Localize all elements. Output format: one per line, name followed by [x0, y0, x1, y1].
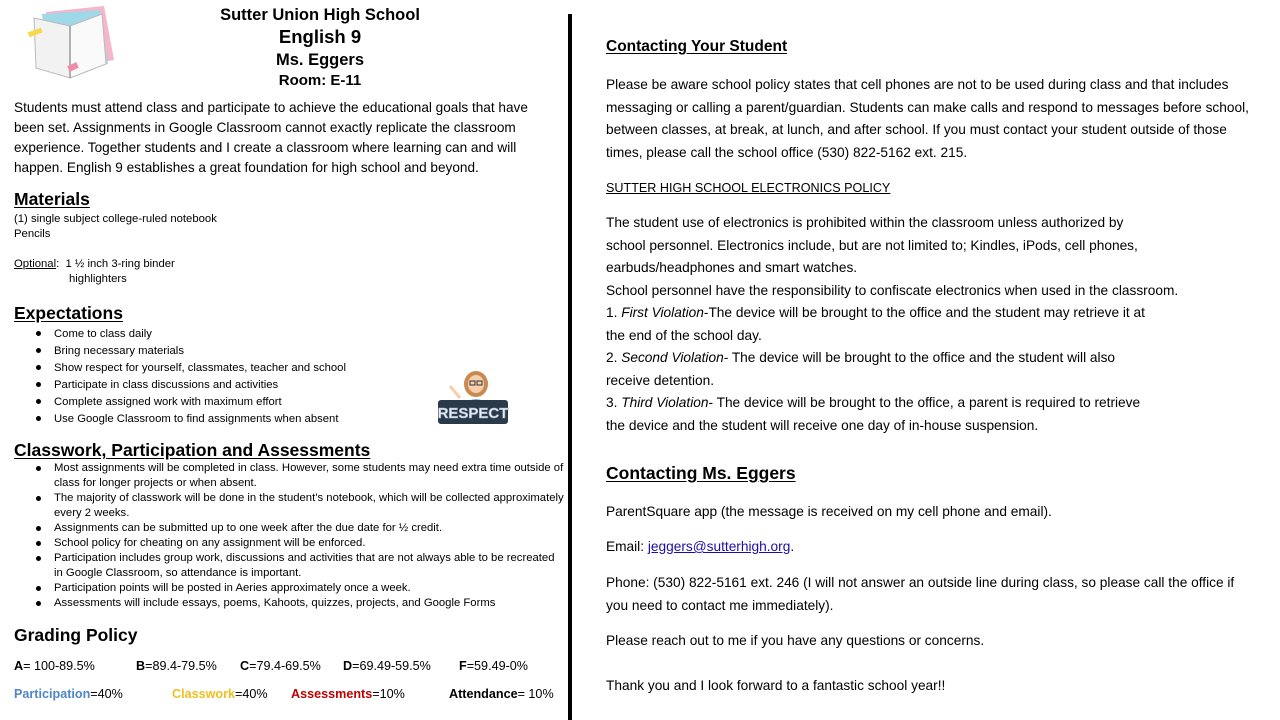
violation-1-cont: the end of the school day.: [606, 327, 762, 343]
policy-line: The student use of electronics is prohibited within the classroom unless authorized by: [606, 215, 1124, 230]
electronics-policy-heading: SUTTER HIGH SCHOOL ELECTRONICS POLICY: [606, 181, 891, 195]
materials-item: (1) single subject college-ruled notebook: [14, 213, 217, 225]
questions-text: Please reach out to me if you have any questions or concerns.: [606, 633, 985, 648]
notebook-icon: [24, 4, 116, 82]
weight-assessments: Assessments=10%: [291, 687, 405, 701]
contact-student-body: Please be aware school policy states that cell phones are not to be used during class and that includes messaging or calling a parent/guardian. Students can make calls and respond to messages before school, between classes, at break, at lunch, and after school. If you must contact your student outside of those times, please call the school office (530) 822-5162 ext. 215.: [606, 77, 1249, 160]
classwork-list: [34, 461, 564, 611]
list-item: School policy for cheating on any assignment will be enforced.: [34, 536, 564, 551]
list-item: Participation includes group work, discussions and activities that are not always able to be recreated in Google Classroom, so attendance is important.: [34, 551, 564, 581]
weight-classwork: Classwork=40%: [172, 687, 268, 701]
list-item: Participation points will be posted in Aeries approximately once a week.: [34, 581, 564, 596]
list-item: Most assignments will be completed in class. However, some students may need extra time outside of class for longer projects or when absent.: [34, 461, 564, 491]
list-item: Complete assigned work with maximum effort: [34, 394, 346, 411]
course-name: English 9: [278, 26, 362, 47]
course-header: [150, 6, 490, 91]
closing-text: Thank you and I look forward to a fantastic school year!!: [606, 678, 946, 693]
materials-list: [14, 212, 217, 242]
list-item: Come to class daily: [34, 326, 346, 343]
optional-label: Optional: [14, 258, 57, 270]
room-number: Room: E-11: [278, 72, 362, 89]
violation-2-cont: receive detention.: [606, 372, 715, 388]
optional-materials: Optional: 1 ½ inch 3-ring binder highlighters: [14, 258, 175, 285]
respect-clipart: [436, 362, 510, 428]
list-item: Use Google Classroom to find assignments when absent: [34, 411, 346, 428]
list-item: Assessments will include essays, poems, Kahoots, quizzes, projects, and Google Forms: [34, 596, 564, 611]
respect-image-text: RESPECT: [437, 405, 509, 422]
violation-3-cont: the device and the student will receive one day of in-house suspension.: [606, 417, 1039, 433]
weight-participation: Participation=40%: [14, 687, 123, 701]
list-item: Participate in class discussions and activities: [34, 377, 346, 394]
classwork-title: Classwork, Participation and Assessments: [14, 440, 371, 460]
teacher-name: Ms. Eggers: [275, 51, 365, 69]
violation-2: 2. Second Violation- The device will be brought to the office and the student will also: [606, 350, 1116, 365]
list-item: Bring necessary materials: [34, 343, 346, 360]
grade-d: D=69.49-59.5%: [343, 659, 431, 673]
materials-title: Materials: [14, 189, 90, 209]
parentsquare-text: ParentSquare app (the message is received on my cell phone and email).: [606, 504, 1052, 519]
grading-title: Grading Policy: [14, 625, 138, 645]
contact-teacher-title: Contacting Ms. Eggers: [606, 463, 796, 483]
column-divider: [568, 14, 572, 720]
optional-item: highlighters: [69, 273, 127, 285]
violation-1: 1. First Violation-The device will be brought to the office and the student may retrieve it at: [606, 305, 1145, 320]
email-link[interactable]: jeggers@sutterhigh.org: [647, 539, 791, 554]
grade-c: C=79.4-69.5%: [240, 659, 321, 673]
expectations-title: Expectations: [14, 303, 123, 323]
intro-paragraph: Students must attend class and participate to achieve the educational goals that have been set. Assignments in Google Classroom cannot exactly replicate the classroom experience. Together students and I create a classroom where learning can and will happen. English 9 establishes a great foundation for high school and beyond.: [14, 100, 528, 175]
weight-attendance: Attendance= 10%: [449, 687, 554, 701]
policy-line: School personnel have the responsibility to confiscate electronics when used in the classroom.: [606, 282, 1179, 298]
expectations-list: [34, 326, 346, 428]
email-line: Email: jeggers@sutterhigh.org.: [606, 539, 795, 554]
phone-text: Phone: (530) 822-5161 ext. 246 (I will not answer an outside line during class, so please call the office if you need to contact me immediately).: [606, 575, 1235, 613]
grade-b: B=89.4-79.5%: [136, 659, 217, 673]
list-item: Show respect for yourself, classmates, teacher and school: [34, 360, 346, 377]
grade-a: A= 100-89.5%: [14, 659, 95, 673]
contact-student-title: Contacting Your Student: [606, 38, 788, 55]
policy-line: earbuds/headphones and smart watches.: [606, 260, 858, 275]
policy-line: school personnel. Electronics include, but are not limited to; Kindles, iPods, cell phones,: [606, 237, 1138, 253]
materials-item: Pencils: [14, 228, 51, 240]
grade-f: F=59.49-0%: [459, 659, 528, 673]
optional-item: 1 ½ inch 3-ring binder: [65, 258, 175, 270]
list-item: The majority of classwork will be done in the student’s notebook, which will be collected approximately every 2 weeks.: [34, 491, 564, 521]
electronics-policy-body: [606, 212, 1256, 437]
violation-3: 3. Third Violation- The device will be brought to the office, a parent is required to retrieve: [606, 395, 1141, 410]
list-item: Assignments can be submitted up to one week after the due date for ½ credit.: [34, 521, 564, 536]
school-name: Sutter Union High School: [220, 6, 420, 24]
